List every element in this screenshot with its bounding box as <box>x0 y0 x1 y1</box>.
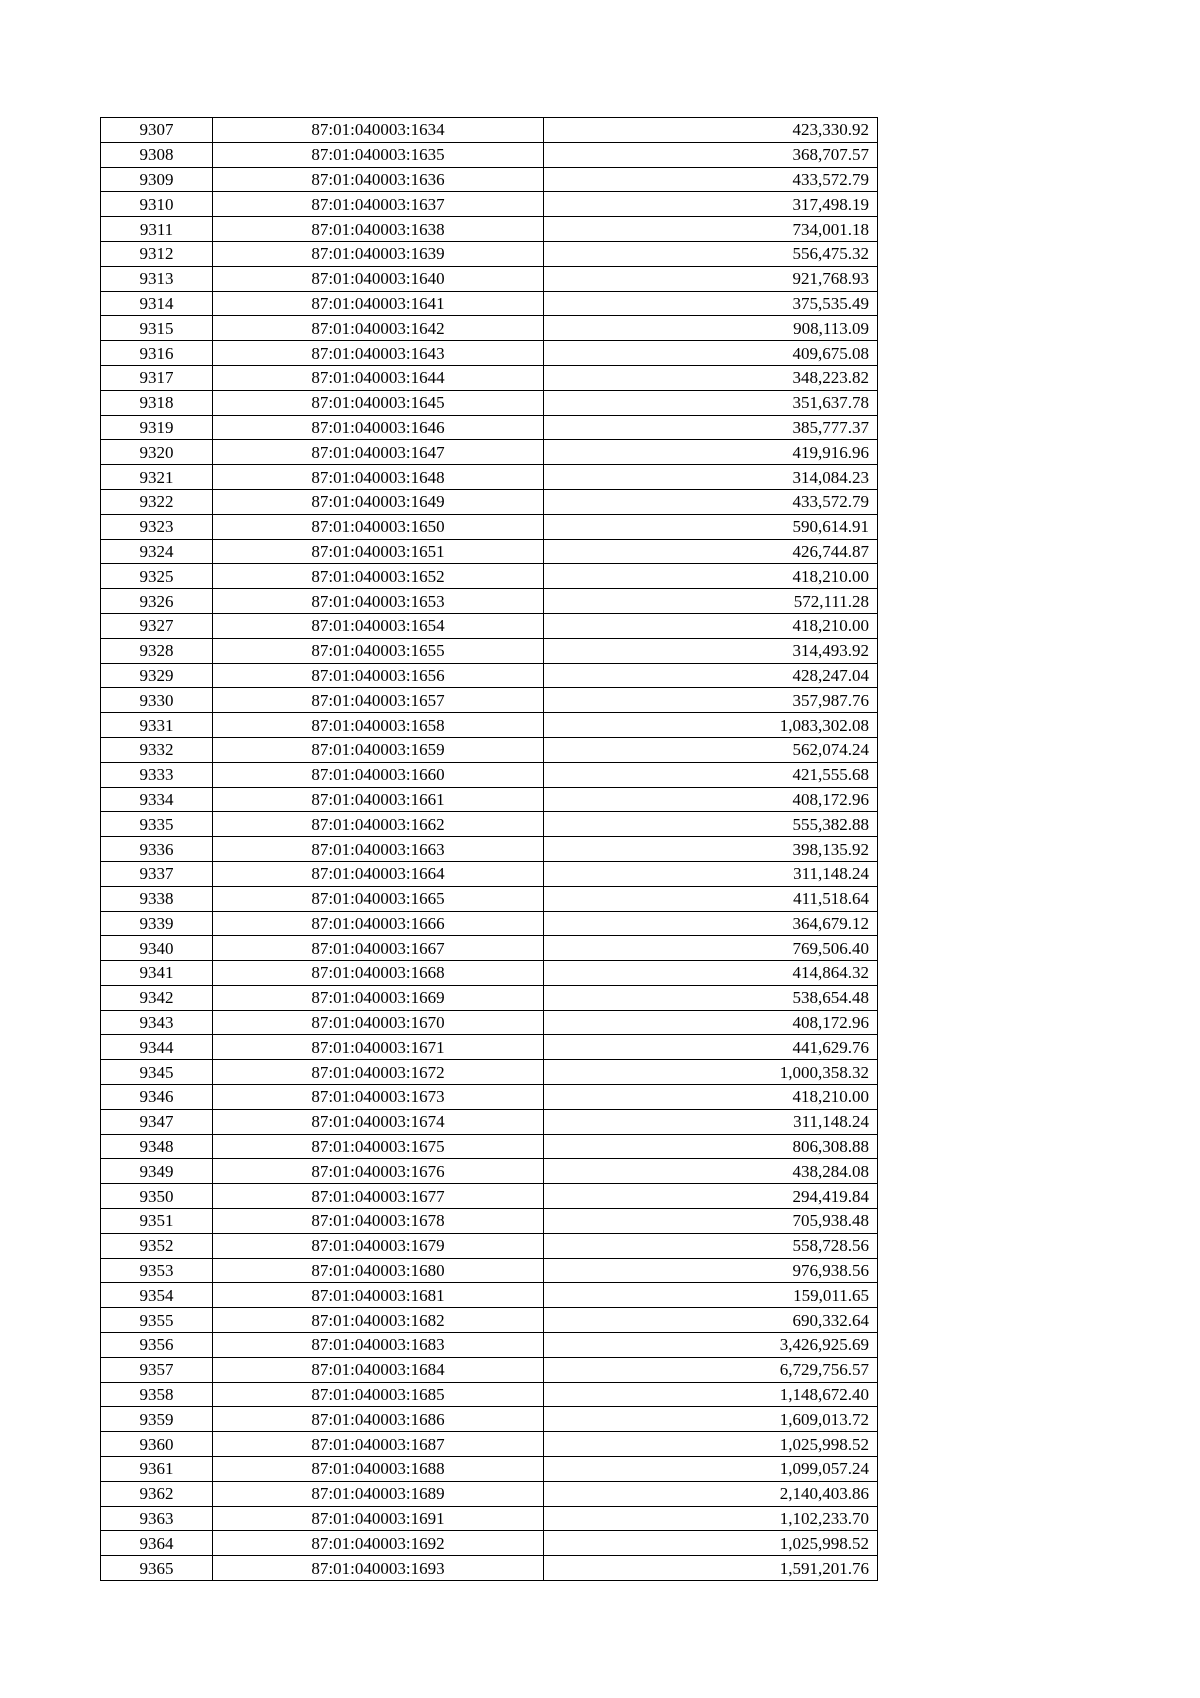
table-row <box>101 737 878 762</box>
cadastral-value-cell: 408,172.96 <box>544 1010 878 1035</box>
cadastral-value-cell: 705,938.48 <box>544 1209 878 1234</box>
cadastral-number-cell: 87:01:040003:1669 <box>213 985 544 1010</box>
cadastral-value-cell: 414,864.32 <box>544 961 878 986</box>
row-number-cell: 9332 <box>101 737 213 762</box>
table-row <box>101 217 878 242</box>
cadastral-number-cell: 87:01:040003:1689 <box>213 1481 544 1506</box>
table-row <box>101 465 878 490</box>
cadastral-number-cell: 87:01:040003:1685 <box>213 1382 544 1407</box>
row-number-cell: 9316 <box>101 341 213 366</box>
cadastral-number-cell: 87:01:040003:1640 <box>213 266 544 291</box>
cadastral-value-cell: 433,572.79 <box>544 167 878 192</box>
row-number-cell: 9360 <box>101 1432 213 1457</box>
cadastral-value-cell: 556,475.32 <box>544 241 878 266</box>
table-row <box>101 812 878 837</box>
table-row <box>101 514 878 539</box>
cadastral-number-cell: 87:01:040003:1665 <box>213 886 544 911</box>
cadastral-number-cell: 87:01:040003:1686 <box>213 1407 544 1432</box>
cadastral-value-cell: 385,777.37 <box>544 415 878 440</box>
cadastral-number-cell: 87:01:040003:1662 <box>213 812 544 837</box>
table-row <box>101 1258 878 1283</box>
cadastral-number-cell: 87:01:040003:1671 <box>213 1035 544 1060</box>
table-row <box>101 192 878 217</box>
cadastral-number-cell: 87:01:040003:1658 <box>213 713 544 738</box>
cadastral-value-cell: 428,247.04 <box>544 663 878 688</box>
cadastral-number-cell: 87:01:040003:1653 <box>213 589 544 614</box>
cadastral-number-cell: 87:01:040003:1683 <box>213 1333 544 1358</box>
cadastral-number-cell: 87:01:040003:1668 <box>213 961 544 986</box>
cadastral-number-cell: 87:01:040003:1681 <box>213 1283 544 1308</box>
row-number-cell: 9342 <box>101 985 213 1010</box>
table-row <box>101 1556 878 1581</box>
cadastral-number-cell: 87:01:040003:1666 <box>213 911 544 936</box>
row-number-cell: 9334 <box>101 787 213 812</box>
cadastral-value-cell: 418,210.00 <box>544 564 878 589</box>
table-row <box>101 1481 878 1506</box>
table-row <box>101 762 878 787</box>
row-number-cell: 9345 <box>101 1060 213 1085</box>
row-number-cell: 9340 <box>101 936 213 961</box>
cadastral-number-cell: 87:01:040003:1636 <box>213 167 544 192</box>
cadastral-number-cell: 87:01:040003:1654 <box>213 613 544 638</box>
cadastral-value-cell: 921,768.93 <box>544 266 878 291</box>
table-row <box>101 489 878 514</box>
table-row <box>101 365 878 390</box>
table-row <box>101 1333 878 1358</box>
row-number-cell: 9351 <box>101 1209 213 1234</box>
row-number-cell: 9349 <box>101 1159 213 1184</box>
cadastral-value-cell: 1,099,057.24 <box>544 1457 878 1482</box>
table-row <box>101 1035 878 1060</box>
cadastral-number-cell: 87:01:040003:1676 <box>213 1159 544 1184</box>
cadastral-number-cell: 87:01:040003:1650 <box>213 514 544 539</box>
cadastral-number-cell: 87:01:040003:1670 <box>213 1010 544 1035</box>
cadastral-value-cell: 423,330.92 <box>544 118 878 143</box>
table-row <box>101 1382 878 1407</box>
row-number-cell: 9335 <box>101 812 213 837</box>
row-number-cell: 9321 <box>101 465 213 490</box>
cadastral-value-cell: 433,572.79 <box>544 489 878 514</box>
table-row <box>101 861 878 886</box>
cadastral-value-cell: 441,629.76 <box>544 1035 878 1060</box>
row-number-cell: 9325 <box>101 564 213 589</box>
cadastral-value-cell: 438,284.08 <box>544 1159 878 1184</box>
row-number-cell: 9353 <box>101 1258 213 1283</box>
table-row <box>101 1506 878 1531</box>
row-number-cell: 9344 <box>101 1035 213 1060</box>
row-number-cell: 9338 <box>101 886 213 911</box>
cadastral-number-cell: 87:01:040003:1648 <box>213 465 544 490</box>
row-number-cell: 9308 <box>101 142 213 167</box>
table-row <box>101 613 878 638</box>
cadastral-value-cell: 806,308.88 <box>544 1134 878 1159</box>
cadastral-number-cell: 87:01:040003:1642 <box>213 316 544 341</box>
cadastral-value-cell: 368,707.57 <box>544 142 878 167</box>
cadastral-value-cell: 421,555.68 <box>544 762 878 787</box>
cadastral-number-cell: 87:01:040003:1691 <box>213 1506 544 1531</box>
table-row <box>101 1457 878 1482</box>
cadastral-number-cell: 87:01:040003:1677 <box>213 1184 544 1209</box>
cadastral-value-cell: 408,172.96 <box>544 787 878 812</box>
cadastral-value-cell: 2,140,403.86 <box>544 1481 878 1506</box>
row-number-cell: 9333 <box>101 762 213 787</box>
cadastral-value-cell: 364,679.12 <box>544 911 878 936</box>
table-row <box>101 1159 878 1184</box>
cadastral-number-cell: 87:01:040003:1680 <box>213 1258 544 1283</box>
row-number-cell: 9341 <box>101 961 213 986</box>
cadastral-value-cell: 375,535.49 <box>544 291 878 316</box>
cadastral-value-cell: 690,332.64 <box>544 1308 878 1333</box>
row-number-cell: 9323 <box>101 514 213 539</box>
table-row <box>101 837 878 862</box>
cadastral-value-cell: 908,113.09 <box>544 316 878 341</box>
cadastral-number-cell: 87:01:040003:1649 <box>213 489 544 514</box>
row-number-cell: 9343 <box>101 1010 213 1035</box>
cadastral-number-cell: 87:01:040003:1634 <box>213 118 544 143</box>
cadastral-value-cell: 317,498.19 <box>544 192 878 217</box>
row-number-cell: 9320 <box>101 440 213 465</box>
table-row <box>101 961 878 986</box>
row-number-cell: 9312 <box>101 241 213 266</box>
cadastral-value-cell: 572,111.28 <box>544 589 878 614</box>
cadastral-number-cell: 87:01:040003:1657 <box>213 688 544 713</box>
row-number-cell: 9324 <box>101 539 213 564</box>
cadastral-value-cell: 311,148.24 <box>544 861 878 886</box>
table-row <box>101 688 878 713</box>
table-row <box>101 886 878 911</box>
cadastral-number-cell: 87:01:040003:1656 <box>213 663 544 688</box>
table-row <box>101 1085 878 1110</box>
cadastral-value-cell: 1,148,672.40 <box>544 1382 878 1407</box>
cadastral-value-cell: 351,637.78 <box>544 390 878 415</box>
row-number-cell: 9357 <box>101 1357 213 1382</box>
cadastral-value-cell: 314,493.92 <box>544 638 878 663</box>
row-number-cell: 9327 <box>101 613 213 638</box>
table-row <box>101 1109 878 1134</box>
cadastral-value-cell: 419,916.96 <box>544 440 878 465</box>
cadastral-value-cell: 558,728.56 <box>544 1233 878 1258</box>
cadastral-value-cell: 426,744.87 <box>544 539 878 564</box>
table-row <box>101 241 878 266</box>
row-number-cell: 9317 <box>101 365 213 390</box>
cadastral-number-cell: 87:01:040003:1641 <box>213 291 544 316</box>
cadastral-number-cell: 87:01:040003:1651 <box>213 539 544 564</box>
row-number-cell: 9348 <box>101 1134 213 1159</box>
row-number-cell: 9362 <box>101 1481 213 1506</box>
row-number-cell: 9329 <box>101 663 213 688</box>
table-row <box>101 415 878 440</box>
row-number-cell: 9309 <box>101 167 213 192</box>
cadastral-number-cell: 87:01:040003:1678 <box>213 1209 544 1234</box>
cadastral-value-cell: 734,001.18 <box>544 217 878 242</box>
cadastral-value-cell: 3,426,925.69 <box>544 1333 878 1358</box>
cadastral-number-cell: 87:01:040003:1675 <box>213 1134 544 1159</box>
table-row <box>101 1432 878 1457</box>
cadastral-value-cell: 1,083,302.08 <box>544 713 878 738</box>
row-number-cell: 9364 <box>101 1531 213 1556</box>
cadastral-number-cell: 87:01:040003:1652 <box>213 564 544 589</box>
cadastral-number-cell: 87:01:040003:1644 <box>213 365 544 390</box>
table-row <box>101 1209 878 1234</box>
cadastral-value-cell: 769,506.40 <box>544 936 878 961</box>
row-number-cell: 9331 <box>101 713 213 738</box>
row-number-cell: 9361 <box>101 1457 213 1482</box>
table-row <box>101 589 878 614</box>
table-row <box>101 787 878 812</box>
cadastral-value-cell: 538,654.48 <box>544 985 878 1010</box>
cadastral-value-cell: 1,025,998.52 <box>544 1531 878 1556</box>
row-number-cell: 9326 <box>101 589 213 614</box>
cadastral-value-cell: 311,148.24 <box>544 1109 878 1134</box>
row-number-cell: 9311 <box>101 217 213 242</box>
cadastral-number-cell: 87:01:040003:1639 <box>213 241 544 266</box>
row-number-cell: 9339 <box>101 911 213 936</box>
cadastral-number-cell: 87:01:040003:1684 <box>213 1357 544 1382</box>
table-row <box>101 266 878 291</box>
cadastral-number-cell: 87:01:040003:1655 <box>213 638 544 663</box>
table-row <box>101 713 878 738</box>
row-number-cell: 9346 <box>101 1085 213 1110</box>
row-number-cell: 9319 <box>101 415 213 440</box>
cadastral-value-cell: 562,074.24 <box>544 737 878 762</box>
cadastral-number-cell: 87:01:040003:1661 <box>213 787 544 812</box>
cadastral-number-cell: 87:01:040003:1643 <box>213 341 544 366</box>
table-row <box>101 539 878 564</box>
cadastral-number-cell: 87:01:040003:1660 <box>213 762 544 787</box>
row-number-cell: 9328 <box>101 638 213 663</box>
table-row <box>101 142 878 167</box>
table-row <box>101 1531 878 1556</box>
table-row <box>101 1283 878 1308</box>
cadastral-number-cell: 87:01:040003:1682 <box>213 1308 544 1333</box>
cadastral-number-cell: 87:01:040003:1688 <box>213 1457 544 1482</box>
table-row <box>101 1407 878 1432</box>
cadastral-number-cell: 87:01:040003:1647 <box>213 440 544 465</box>
cadastral-number-cell: 87:01:040003:1674 <box>213 1109 544 1134</box>
cadastral-value-cell: 1,591,201.76 <box>544 1556 878 1581</box>
table-row <box>101 911 878 936</box>
cadastral-value-cell: 314,084.23 <box>544 465 878 490</box>
row-number-cell: 9350 <box>101 1184 213 1209</box>
cadastral-value-cell: 409,675.08 <box>544 341 878 366</box>
row-number-cell: 9336 <box>101 837 213 862</box>
cadastral-number-cell: 87:01:040003:1679 <box>213 1233 544 1258</box>
cadastral-value-cell: 398,135.92 <box>544 837 878 862</box>
row-number-cell: 9354 <box>101 1283 213 1308</box>
table-row <box>101 118 878 143</box>
table-row <box>101 1357 878 1382</box>
row-number-cell: 9358 <box>101 1382 213 1407</box>
cadastral-value-cell: 555,382.88 <box>544 812 878 837</box>
cadastral-number-cell: 87:01:040003:1659 <box>213 737 544 762</box>
table-row <box>101 564 878 589</box>
table-row <box>101 1308 878 1333</box>
cadastral-value-cell: 1,000,358.32 <box>544 1060 878 1085</box>
table-row <box>101 341 878 366</box>
table-body <box>101 118 878 1581</box>
table-row <box>101 390 878 415</box>
cadastral-value-cell: 418,210.00 <box>544 613 878 638</box>
cadastral-number-cell: 87:01:040003:1693 <box>213 1556 544 1581</box>
cadastral-number-cell: 87:01:040003:1638 <box>213 217 544 242</box>
cadastral-value-cell: 294,419.84 <box>544 1184 878 1209</box>
table-row <box>101 936 878 961</box>
cadastral-value-table <box>100 117 878 1581</box>
cadastral-value-cell: 6,729,756.57 <box>544 1357 878 1382</box>
cadastral-number-cell: 87:01:040003:1673 <box>213 1085 544 1110</box>
cadastral-number-cell: 87:01:040003:1637 <box>213 192 544 217</box>
cadastral-number-cell: 87:01:040003:1692 <box>213 1531 544 1556</box>
row-number-cell: 9310 <box>101 192 213 217</box>
row-number-cell: 9356 <box>101 1333 213 1358</box>
row-number-cell: 9315 <box>101 316 213 341</box>
cadastral-number-cell: 87:01:040003:1672 <box>213 1060 544 1085</box>
cadastral-number-cell: 87:01:040003:1664 <box>213 861 544 886</box>
table-row <box>101 1184 878 1209</box>
cadastral-number-cell: 87:01:040003:1645 <box>213 390 544 415</box>
table-row <box>101 985 878 1010</box>
table-row <box>101 638 878 663</box>
row-number-cell: 9313 <box>101 266 213 291</box>
cadastral-value-cell: 411,518.64 <box>544 886 878 911</box>
table-row <box>101 167 878 192</box>
row-number-cell: 9352 <box>101 1233 213 1258</box>
cadastral-value-cell: 357,987.76 <box>544 688 878 713</box>
cadastral-value-cell: 159,011.65 <box>544 1283 878 1308</box>
table-row <box>101 291 878 316</box>
cadastral-number-cell: 87:01:040003:1663 <box>213 837 544 862</box>
table-row <box>101 1060 878 1085</box>
row-number-cell: 9318 <box>101 390 213 415</box>
row-number-cell: 9347 <box>101 1109 213 1134</box>
cadastral-value-cell: 418,210.00 <box>544 1085 878 1110</box>
table-row <box>101 440 878 465</box>
row-number-cell: 9359 <box>101 1407 213 1432</box>
row-number-cell: 9330 <box>101 688 213 713</box>
row-number-cell: 9365 <box>101 1556 213 1581</box>
cadastral-number-cell: 87:01:040003:1667 <box>213 936 544 961</box>
row-number-cell: 9314 <box>101 291 213 316</box>
table-row <box>101 1010 878 1035</box>
cadastral-number-cell: 87:01:040003:1687 <box>213 1432 544 1457</box>
row-number-cell: 9337 <box>101 861 213 886</box>
table-row <box>101 1233 878 1258</box>
table-row <box>101 663 878 688</box>
cadastral-number-cell: 87:01:040003:1646 <box>213 415 544 440</box>
cadastral-value-cell: 1,025,998.52 <box>544 1432 878 1457</box>
cadastral-value-cell: 1,102,233.70 <box>544 1506 878 1531</box>
row-number-cell: 9322 <box>101 489 213 514</box>
cadastral-value-cell: 976,938.56 <box>544 1258 878 1283</box>
row-number-cell: 9355 <box>101 1308 213 1333</box>
row-number-cell: 9363 <box>101 1506 213 1531</box>
cadastral-value-cell: 348,223.82 <box>544 365 878 390</box>
table-row <box>101 1134 878 1159</box>
cadastral-number-cell: 87:01:040003:1635 <box>213 142 544 167</box>
row-number-cell: 9307 <box>101 118 213 143</box>
table-row <box>101 316 878 341</box>
cadastral-value-cell: 1,609,013.72 <box>544 1407 878 1432</box>
cadastral-value-cell: 590,614.91 <box>544 514 878 539</box>
